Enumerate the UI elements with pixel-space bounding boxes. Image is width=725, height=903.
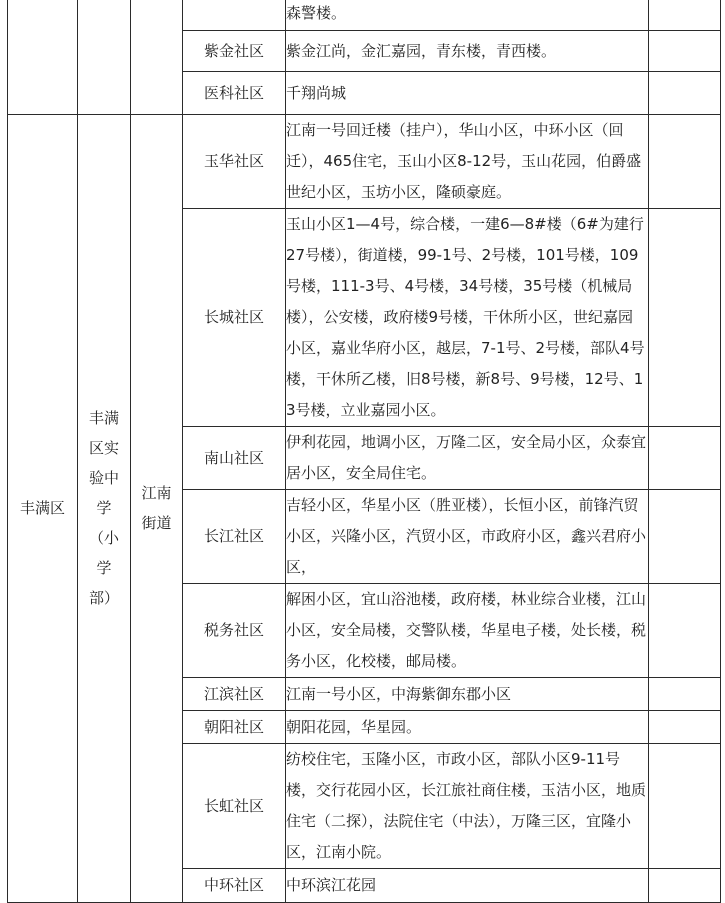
remark-cell — [649, 869, 721, 903]
community-cell: 长虹社区 — [183, 744, 286, 869]
school-name: 丰满区实验中学（小学部） — [89, 409, 120, 607]
street-name: 江南街道 — [141, 484, 172, 532]
prev-district-cell — [8, 0, 78, 115]
community-cell: 中环社区 — [183, 869, 286, 903]
remark-cell — [649, 72, 721, 115]
remark-cell — [649, 0, 721, 31]
community-cell: 南山社区 — [183, 427, 286, 490]
remark-cell — [649, 115, 721, 209]
areas-cell: 解困小区，宜山浴池楼，政府楼，林业综合业楼，江山小区，安全局楼，交警队楼，华星电子楼，处长楼，税务小区，化校楼，邮局楼。 — [286, 584, 649, 678]
district-cell: 丰满区 — [8, 115, 78, 903]
community-cell — [183, 0, 286, 31]
community-cell: 长江社区 — [183, 490, 286, 584]
school-cell — [78, 115, 131, 903]
community-cell: 朝阳社区 — [183, 711, 286, 744]
prev-street-cell — [131, 0, 183, 115]
community-cell: 长城社区 — [183, 209, 286, 427]
areas-cell: 紫金江尚，金汇嘉园，青东楼，青西楼。 — [286, 31, 649, 72]
areas-cell: 森警楼。 — [286, 0, 649, 31]
areas-cell: 中环滨江花园 — [286, 869, 649, 903]
areas-cell: 朝阳花园，华星园。 — [286, 711, 649, 744]
remark-cell — [649, 678, 721, 711]
areas-cell: 伊利花园，地调小区，万隆二区，安全局小区，众泰宜居小区，安全局住宅。 — [286, 427, 649, 490]
remark-cell — [649, 584, 721, 678]
community-cell: 医科社区 — [183, 72, 286, 115]
remark-cell — [649, 490, 721, 584]
areas-cell: 千翔尚城 — [286, 72, 649, 115]
prev-school-cell — [78, 0, 131, 115]
community-cell: 紫金社区 — [183, 31, 286, 72]
remark-cell — [649, 31, 721, 72]
areas-cell: 吉轻小区，华星小区（胜亚楼），长恒小区，前锋汽贸小区，兴隆小区，汽贸小区，市政府小区，鑫兴君府小区， — [286, 490, 649, 584]
street-cell — [131, 115, 183, 903]
areas-cell: 玉山小区1—4号，综合楼，一建6—8#楼（6#为建行27号楼），街道楼，99-1号、2号楼，101号楼，109号楼，111-3号、4号楼，34号楼，35号楼（机械局楼），公安楼，政府楼9号楼，干休所小区，世纪嘉园小区，嘉业华府小区，越层，7-1号、2号楼，部队4号楼，干休所乙楼，旧8号楼，新8号、9号楼，12号、13号楼，立业嘉园小区。 — [286, 209, 649, 427]
remark-cell — [649, 209, 721, 427]
community-cell: 税务社区 — [183, 584, 286, 678]
table-row — [8, 115, 721, 209]
remark-cell — [649, 427, 721, 490]
areas-cell: 江南一号小区，中海紫御东郡小区 — [286, 678, 649, 711]
remark-cell — [649, 711, 721, 744]
community-cell: 玉华社区 — [183, 115, 286, 209]
areas-cell: 纺校住宅，玉隆小区，市政小区，部队小区9-11号楼，交行花园小区，长江旅社商住楼，玉洁小区，地质住宅（二探），法院住宅（中法），万隆三区，宜隆小区，江南小院。 — [286, 744, 649, 869]
community-cell: 江滨社区 — [183, 678, 286, 711]
school-district-table — [7, 0, 721, 903]
areas-cell: 江南一号回迁楼（挂户），华山小区，中环小区（回迁），465住宅，玉山小区8-12号，玉山花园，伯爵盛世纪小区，玉坊小区，隆硕豪庭。 — [286, 115, 649, 209]
table-row — [8, 0, 721, 31]
remark-cell — [649, 744, 721, 869]
